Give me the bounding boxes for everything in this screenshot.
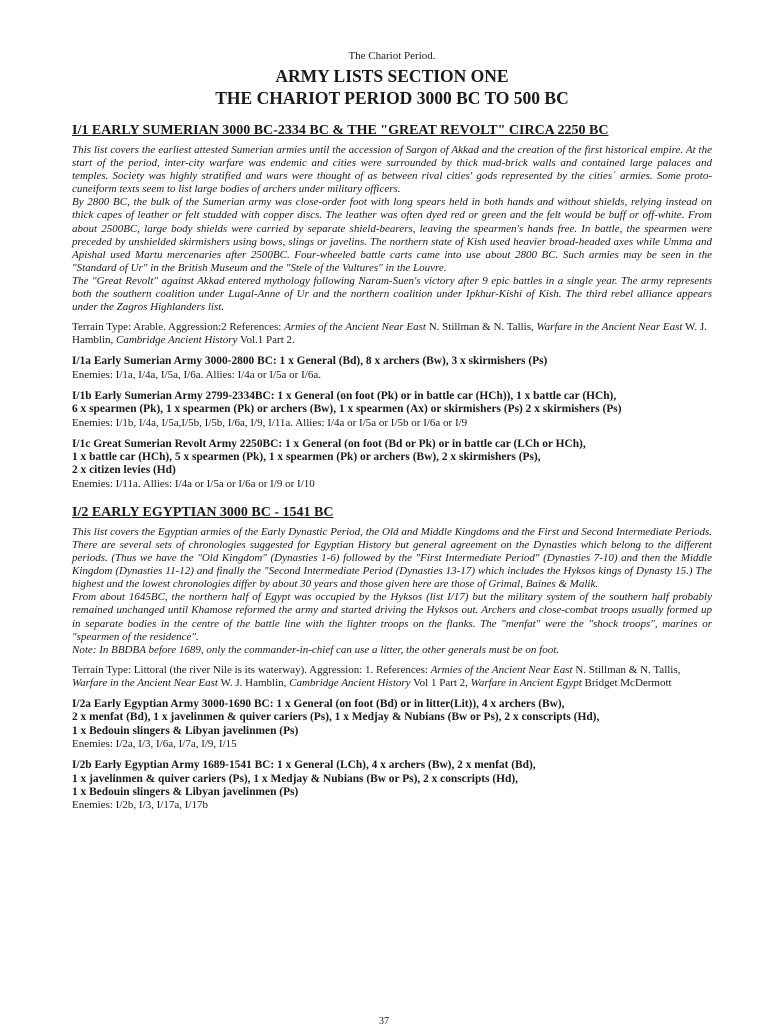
army-composition: 2 x citizen levies (Hd) [72, 464, 176, 477]
enemies-allies: Enemies: I/11a. Allies: I/4a or I/5a or I/6a or I/9 or I/10 [72, 477, 315, 490]
page-number: 37 [379, 1016, 389, 1027]
army-composition: 6 x spearmen (Pk), 1 x spearmen (Pk) or archers (Bw), 1 x spearmen (Ax) or skirmishers (Ps) 2 x skirmishers (Ps) [72, 403, 622, 416]
enemies-allies: Enemies: I/1a, I/4a, I/5a, I/6a. Allies: I/4a or I/5a or I/6a. [72, 368, 321, 381]
army-composition: 1 x Bedouin slingers & Libyan javelinmen (Ps) [72, 786, 299, 798]
army-entry-i2b [72, 759, 712, 812]
intro-paragraph: This list covers the earliest attested Sumerian armies until the accession of Sargon of Akkad and the creation of the first historical empire. At the start of the period, inter-city warfare was endemic and cities were surrounded by thick mud-brick walls and contained large palaces and temples. Society was highly stratified and wars were thought of as between rival cities' gods represented by the cities´ armies. Some proto-cuneiform texts seem to list large bodies of archers under military officers. [72, 144, 712, 196]
terrain-references: Terrain Type: Arable. Aggression:2 References: Armies of the Ancient Near East N. Stillman & N. Tallis, Warfare in the Ancient Near East W. J. Hamblin, Cambridge Ancient History Vol.1 Part 2. [72, 321, 707, 347]
army-entry-i1a [72, 355, 712, 381]
list-heading-i1: I/1 EARLY SUMERIAN 3000 BC-2334 BC & THE "GREAT REVOLT" CIRCA 2250 BC [72, 123, 609, 138]
army-composition: I/2a Early Egyptian Army 3000-1690 BC: 1 x General (on foot (Bd) or in litter(Lit)), 4 x archers (Bw), [72, 697, 565, 710]
army-composition: I/1a Early Sumerian Army 3000-2800 BC: 1 x General (Bd), 8 x archers (Bw), 3 x skirmishers (Ps) [72, 355, 548, 368]
army-composition: I/1c Great Sumerian Revolt Army 2250BC: 1 x General (on foot (Bd or Pk) or in battle car (LCh or HCh), [72, 437, 586, 450]
army-entry-i2a [72, 698, 712, 751]
intro-paragraph: This list covers the Egyptian armies of the Early Dynastic Period, the Old and Middle Kingdoms and the First and Second Intermediate Periods. There are several sets of chronologies suggested for Egyptian History but general agreement on the Dynasties which belong to the different periods. (Thus we have the "Old Kingdom" (Dynasties 1-6) followed by the "First Intermediate Period" (Dynasties 7-10) and then the Middle Kingdom (Dynasties 11-12) and finally the "Second Intermediate Period (Dynasties 13-17) which includes the Hyksos kings of Dynasty 15.) The highest and the lowest chronologies differ by about 30 years and those given here are those of Grimal, Baines & Malik. [72, 525, 712, 591]
army-entry-i1c [72, 438, 712, 491]
army-composition: 1 x javelinmen & quiver cariers (Ps), 1 x Medjay & Nubians (Bw or Ps), 2 x conscripts (Hd), [72, 772, 518, 785]
section-title-line1: ARMY LISTS SECTION ONE [275, 66, 509, 86]
enemies-allies: Enemies: I/2a, I/3, I/6a, I/7a, I/9, I/15 [72, 738, 237, 751]
army-composition: 1 x battle car (HCh), 5 x spearmen (Pk), 1 x spearmen (Pk) or archers (Bw), 2 x skirmishers (Ps), [72, 451, 541, 464]
running-header: The Chariot Period. [348, 50, 436, 62]
terrain-references: Terrain Type: Littoral (the river Nile is its waterway). Aggression: 1. References: Armies of the Ancient Near East N. Stillman & N. Tallis, Warfare in the Ancient Near East W. J. Hamblin, Cambridge Ancient History Vol 1 Part 2, Warfare in Ancient Egypt Bridget McDermott [72, 663, 681, 689]
section-title-line2: THE CHARIOT PERIOD 3000 BC TO 500 BC [215, 88, 569, 108]
intro-paragraph: By 2800 BC, the bulk of the Sumerian army was close-order foot with long spears held in both hands and without shields, relying instead on thick capes of leather or felt studded with copper discs. The leather was often dyed red or green and the felt would be buff or off-white. From about 2500BC, large body shields were carried by separate shield-bearers, leaving the spearmen's hands free. In battle, the spearmen were preceded by unshielded skirmishers using bows, slings or javelins. The northern state of Kish used heavier broad-headed axes while Umma and Apishal used Martu mercenaries after 2500BC. Four-wheeled battle carts came into use about 2800 BC. Such armies may be seen in the "Standard of Ur" in the British Museum and the "Stele of the Vultures" in the Louvre. [72, 196, 712, 274]
army-composition: 2 x menfat (Bd), 1 x javelinmen & quiver cariers (Ps), 1 x Medjay & Nubians (Bw or Ps), 2 x conscripts (Hd), [72, 711, 600, 724]
enemies-allies: Enemies: I/1b, I/4a, I/5a,I/5b, I/5b, I/6a, I/9, I/11a. Allies: I/4a or I/5a or I/5b or I/6a or I/9 [72, 416, 468, 429]
army-composition: I/1b Early Sumerian Army 2799-2334BC: 1 x General (on foot (Pk) or in battle car (HCh)), 1 x battle car (HCh), [72, 389, 617, 402]
intro-paragraph: From about 1645BC, the northern half of Egypt was occupied by the Hyksos (list I/17) but the military system of the southern half probably remained unchanged until Khamose reformed the army and started driving the Hyksos out. Archers and close-combat troops usually formed up in separate bodies in the centre of the battle line with the lighter troops on the flanks. The "menfat" were the "shock troops", marines or "spearmen of the residence". [72, 591, 712, 643]
army-entry-i1b [72, 390, 712, 430]
enemies-allies: Enemies: I/2b, I/3, I/17a, I/17b [72, 799, 208, 812]
army-composition: 1 x Bedouin slingers & Libyan javelinmen (Ps) [72, 724, 299, 737]
intro-paragraph: The "Great Revolt" against Akkad entered mythology following Naram-Suen's victory after 9 epic battles in a single year. The army represents both the southern coalition under Lugal-Anne of Ur and the northern coalition under Ipkhur-Kishi of Kish. The third rebel alliance appears under the Zagros Highlanders list. [72, 274, 712, 314]
document-page [72, 50, 712, 812]
intro-paragraph: Note: In BBDBA before 1689, only the commander-in-chief can use a litter, the other generals must be on foot. [72, 643, 560, 656]
list-heading-i2: I/2 EARLY EGYPTIAN 3000 BC - 1541 BC [72, 504, 334, 520]
army-composition: I/2b Early Egyptian Army 1689-1541 BC: 1 x General (LCh), 4 x archers (Bw), 2 x menfat (Bd), [72, 759, 536, 772]
